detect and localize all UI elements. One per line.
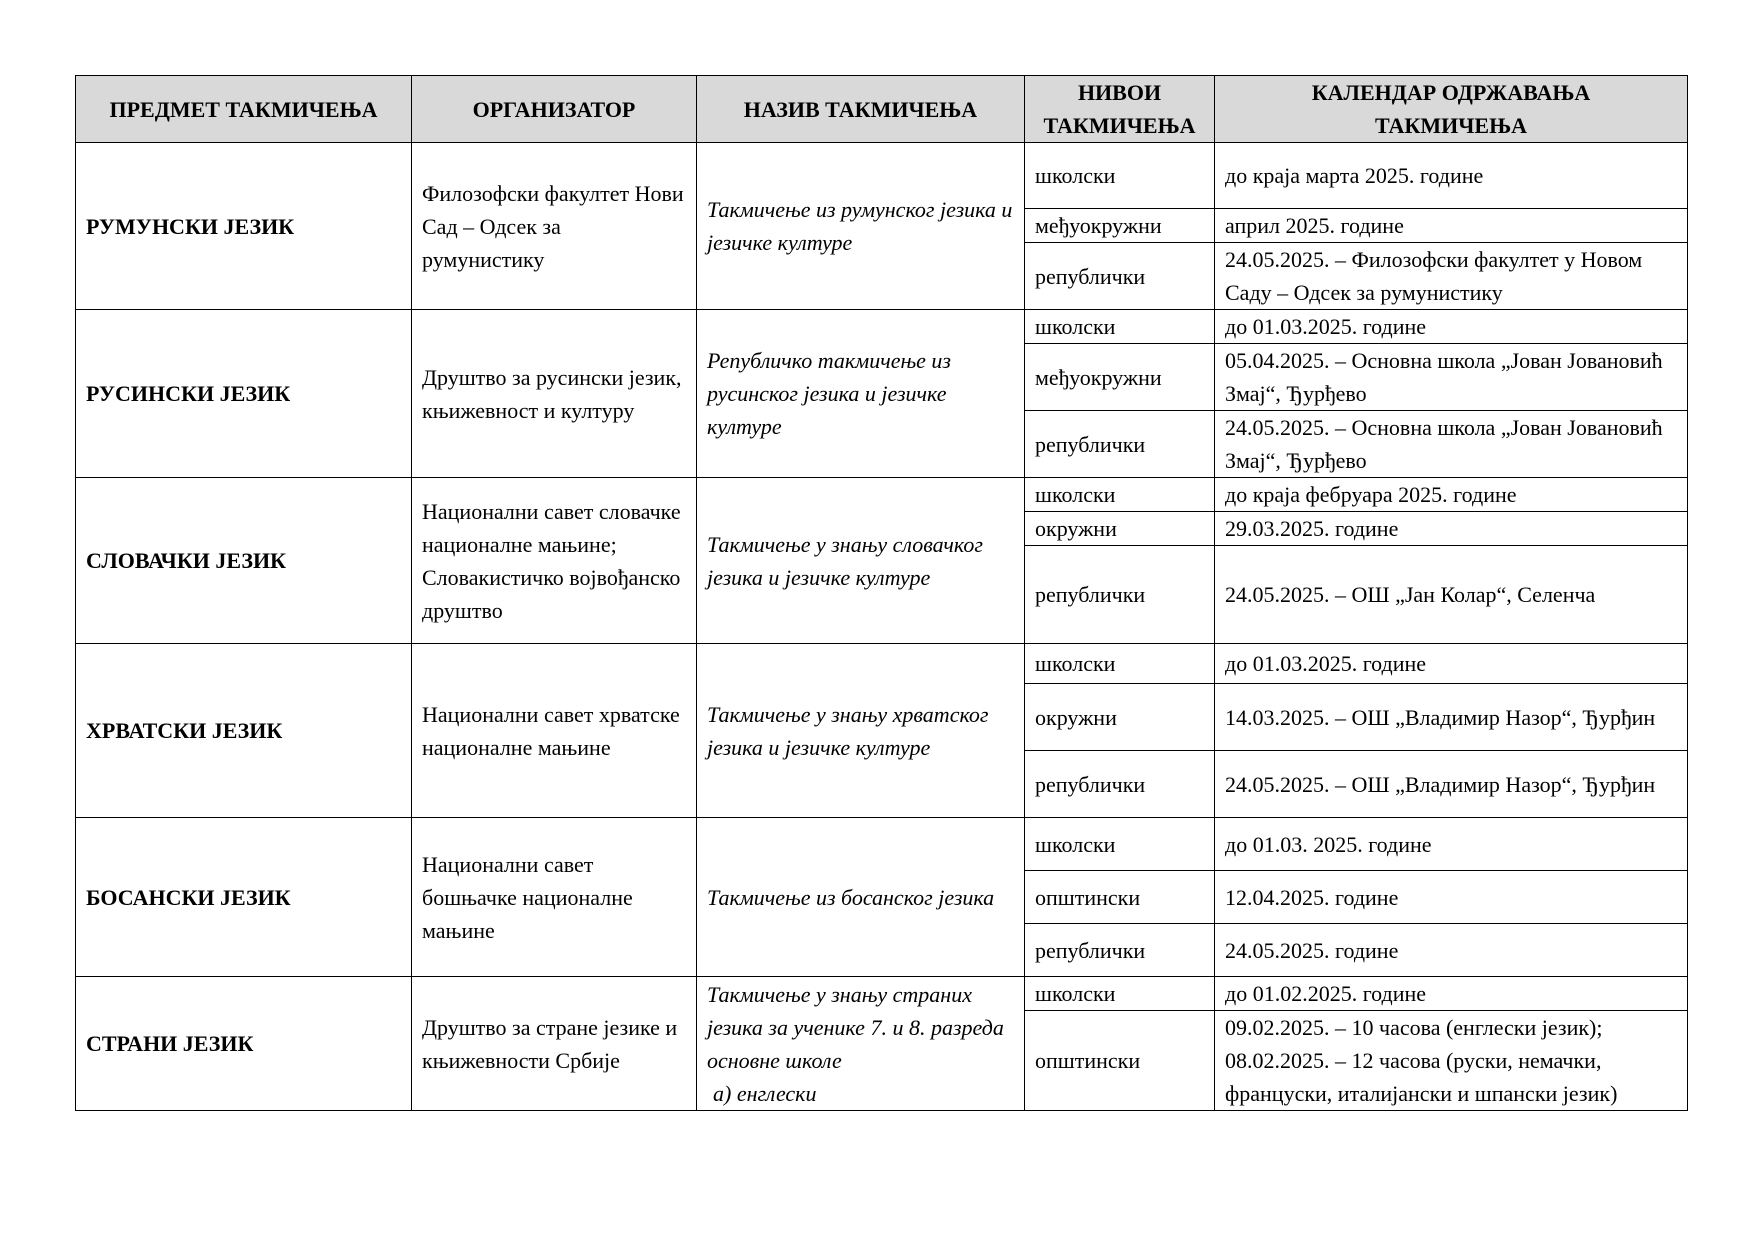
header-organizer: ОРГАНИЗАТОР [412, 76, 697, 143]
table-row [76, 310, 1688, 344]
date-cell: до 01.02.2025. године [1215, 977, 1688, 1011]
subject-cell: СТРАНИ ЈЕЗИК [76, 977, 412, 1111]
subject-cell: БОСАНСКИ ЈЕЗИК [76, 818, 412, 977]
level-cell: републички [1025, 751, 1215, 818]
level-cell: школски [1025, 977, 1215, 1011]
date-cell: до краја фебруара 2025. године [1215, 478, 1688, 512]
competition-name-cell: Републичко такмичење из русинског језика и језичке културе [697, 310, 1025, 478]
header-level [1025, 76, 1215, 143]
date-cell: 14.03.2025. – ОШ „Владимир Назор“, Ђурђин [1215, 684, 1688, 751]
subject-cell: РУМУНСКИ ЈЕЗИК [76, 143, 412, 310]
competition-name-subitem: а) енглески [713, 1080, 817, 1106]
organizer-cell: Филозофски факултет Нови Сад – Одсек за румунистику [412, 143, 697, 310]
level-cell: школски [1025, 478, 1215, 512]
header-level-line2: ТАКМИЧЕЊА [1043, 113, 1196, 138]
level-cell: републички [1025, 411, 1215, 478]
organizer-cell: Друштво за русински језик, књижевност и културу [412, 310, 697, 478]
header-name: НАЗИВ ТАКМИЧЕЊА [697, 76, 1025, 143]
subject-cell: РУСИНСКИ ЈЕЗИК [76, 310, 412, 478]
level-cell: међуокружни [1025, 344, 1215, 411]
level-cell: општински [1025, 1011, 1215, 1111]
organizer-cell: Друштво за стране језике и књижевности Србије [412, 977, 697, 1111]
date-cell: до 01.03. 2025. године [1215, 818, 1688, 871]
date-cell: 24.05.2025. – Филозофски факултет у Новом Саду – Одсек за румунистику [1215, 243, 1688, 310]
subject-cell: СЛОВАЧКИ ЈЕЗИК [76, 478, 412, 644]
date-cell: 24.05.2025. – ОШ „Владимир Назор“, Ђурђин [1215, 751, 1688, 818]
competition-name-cell: Такмичење у знању хрватског језика и језичке културе [697, 644, 1025, 818]
date-cell: 05.04.2025. – Основна школа „Јован Јовановић Змај“, Ђурђево [1215, 344, 1688, 411]
table-row [76, 478, 1688, 512]
organizer-cell: Национални савет хрватске националне мањине [412, 644, 697, 818]
level-cell: школски [1025, 644, 1215, 684]
date-line: 08.02.2025. – 12 часова (руски, немачки, француски, италијански и шпански језик) [1225, 1048, 1618, 1106]
date-line: 09.02.2025. – 10 часова (енглески језик); [1225, 1015, 1603, 1040]
header-row [76, 76, 1688, 143]
organizer-cell: Национални савет бошњачке националне мањине [412, 818, 697, 977]
organizer-cell: Национални савет словачке националне мањине; Словакистичко војвођанско друштво [412, 478, 697, 644]
header-calendar [1215, 76, 1688, 143]
level-cell: школски [1025, 310, 1215, 344]
level-cell: републички [1025, 243, 1215, 310]
competition-name-text: Такмичење у знању страних језика за ученике 7. и 8. разреда основне школе [707, 981, 1004, 1073]
level-cell: републички [1025, 546, 1215, 644]
date-cell: 24.05.2025. – ОШ „Јан Колар“, Селенча [1215, 546, 1688, 644]
header-calendar-line1: КАЛЕНДАР ОДРЖАВАЊА [1311, 80, 1591, 105]
level-cell: општински [1025, 871, 1215, 924]
date-cell: до 01.03.2025. године [1215, 310, 1688, 344]
level-cell: школски [1025, 818, 1215, 871]
competition-name-cell: Такмичење из румунског језика и језичке културе [697, 143, 1025, 310]
competition-name-cell: Такмичење из босанског језика [697, 818, 1025, 977]
table-row [76, 977, 1688, 1011]
date-cell: 29.03.2025. године [1215, 512, 1688, 546]
header-level-line1: НИВОИ [1077, 80, 1162, 105]
level-cell: окружни [1025, 512, 1215, 546]
table-row [76, 818, 1688, 871]
header-calendar-line2: ТАКМИЧЕЊА [1374, 113, 1528, 138]
table-row [76, 143, 1688, 209]
level-cell: окружни [1025, 684, 1215, 751]
level-cell: републички [1025, 924, 1215, 977]
competition-name-cell [697, 977, 1025, 1111]
date-cell: 12.04.2025. године [1215, 871, 1688, 924]
level-cell: школски [1025, 143, 1215, 209]
date-cell: до краја марта 2025. године [1215, 143, 1688, 209]
date-cell: април 2025. године [1215, 209, 1688, 243]
subject-cell: ХРВАТСКИ ЈЕЗИК [76, 644, 412, 818]
table-row [76, 644, 1688, 684]
level-cell: међуокружни [1025, 209, 1215, 243]
competition-table [75, 75, 1688, 1111]
date-cell: до 01.03.2025. године [1215, 644, 1688, 684]
date-cell: 24.05.2025. године [1215, 924, 1688, 977]
header-subject: ПРЕДМЕТ ТАКМИЧЕЊА [76, 76, 412, 143]
date-cell [1215, 1011, 1688, 1111]
competition-name-cell: Такмичење у знању словачког језика и језичке културе [697, 478, 1025, 644]
date-cell: 24.05.2025. – Основна школа „Јован Јовановић Змај“, Ђурђево [1215, 411, 1688, 478]
